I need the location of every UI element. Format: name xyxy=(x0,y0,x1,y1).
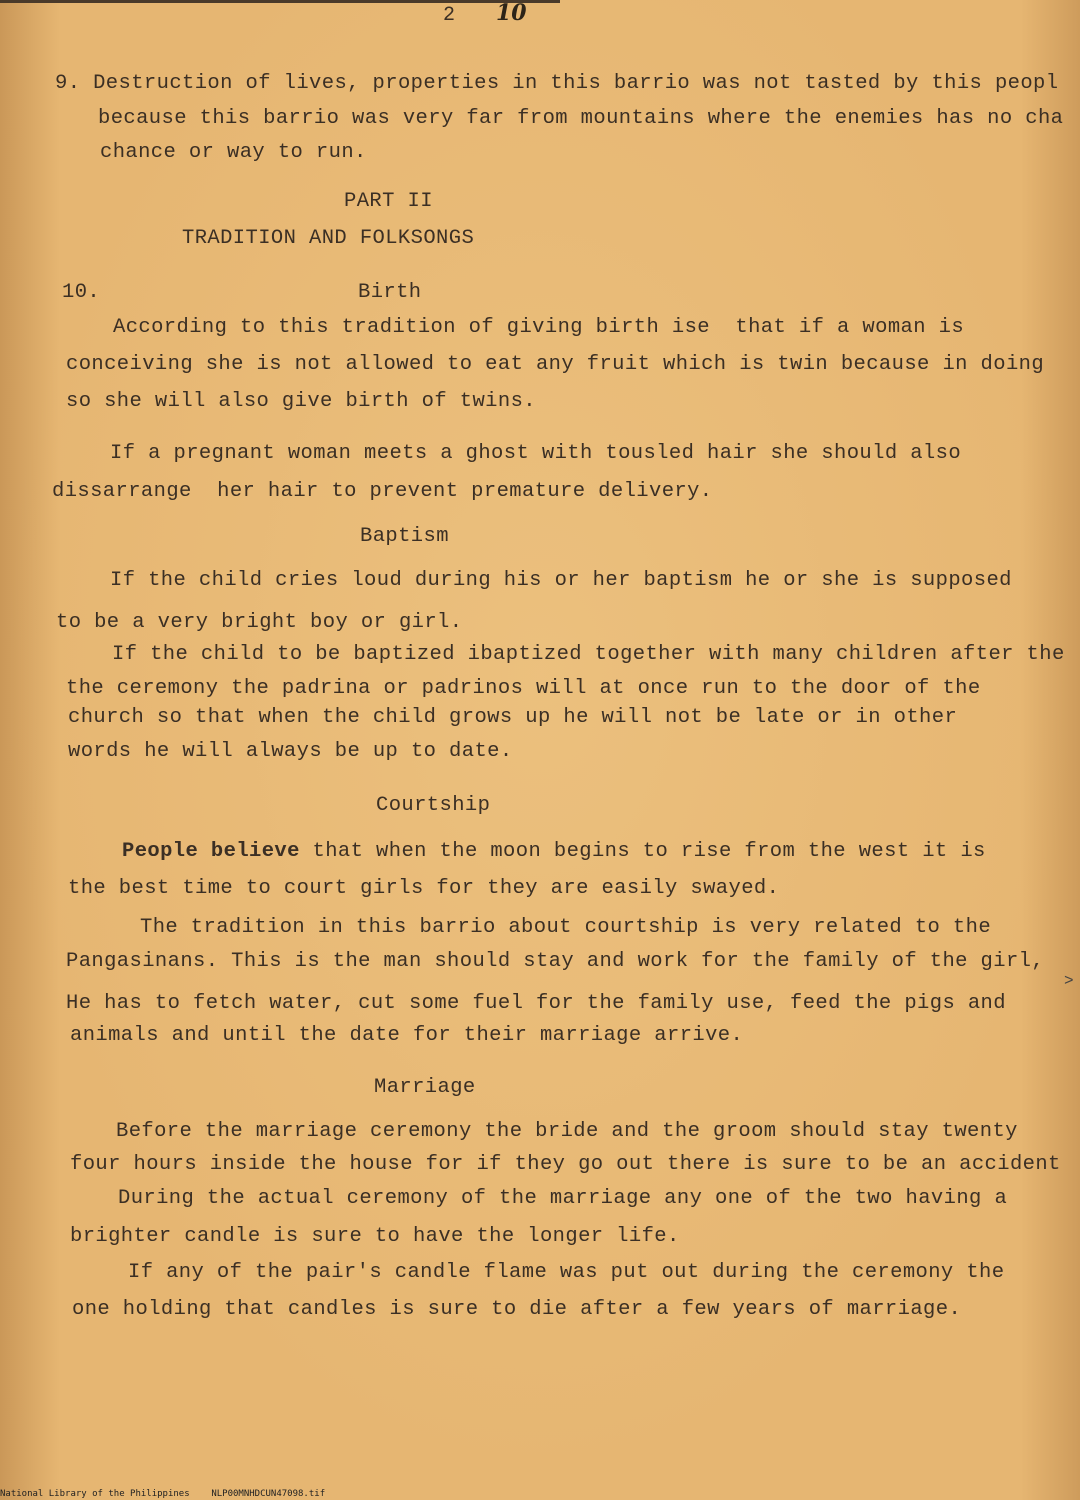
courtship-line-1 xyxy=(122,840,986,864)
baptism-line-2: to be a very bright boy or girl. xyxy=(56,611,463,634)
baptism-heading: Baptism xyxy=(360,525,449,548)
courtship-bold-lead: People believe xyxy=(122,840,300,863)
birth-line-5: dissarrange her hair to prevent premature delivery. xyxy=(52,480,713,503)
item9-line-2: because this barrio was very far from mountains where the enemies has no cha xyxy=(98,107,1064,130)
marriage-line-4: brighter candle is sure to have the longer life. xyxy=(70,1225,680,1248)
baptism-line-6: words he will always be up to date. xyxy=(68,740,513,763)
baptism-line-1: If the child cries loud during his or her baptism he or she is supposed xyxy=(110,569,1012,592)
marriage-line-6: one holding that candles is sure to die after a few years of marriage. xyxy=(72,1298,962,1321)
marriage-line-2: four hours inside the house for if they go out there is sure to be an accident xyxy=(70,1153,1061,1176)
part-subtitle: TRADITION AND FOLKSONGS xyxy=(182,227,475,250)
marriage-heading: Marriage xyxy=(374,1076,476,1099)
birth-line-4: If a pregnant woman meets a ghost with tousled hair she should also xyxy=(110,442,962,465)
baptism-line-5: church so that when the child grows up he will not be late or in other xyxy=(68,706,958,729)
birth-line-3: so she will also give birth of twins. xyxy=(66,390,536,413)
courtship-line-3: The tradition in this barrio about courtship is very related to the xyxy=(140,916,992,939)
birth-item-number: 10. xyxy=(62,281,101,304)
courtship-heading: Courtship xyxy=(376,794,491,817)
birth-heading: Birth xyxy=(358,281,422,304)
item9-line-1: 9. Destruction of lives, properties in this barrio was not tasted by this peopl xyxy=(55,72,1059,95)
courtship-line-6: animals and until the date for their marriage arrive. xyxy=(70,1024,744,1047)
item9-line-3: chance or way to run. xyxy=(100,141,367,164)
page-number: 2 xyxy=(443,4,456,27)
courtship-line-4: Pangasinans. This is the man should stay and work for the family of the girl, xyxy=(66,950,1045,973)
marriage-line-3: During the actual ceremony of the marriage any one of the two having a xyxy=(118,1187,1008,1210)
courtship-line-1-text: that when the moon begins to rise from the west it is xyxy=(299,840,986,863)
marriage-line-5: If any of the pair's candle flame was put out during the ceremony the xyxy=(128,1261,1005,1284)
handwritten-page-mark: 10 xyxy=(496,0,527,26)
part-title: PART II xyxy=(344,190,433,213)
birth-line-1: According to this tradition of giving birth ise that if a woman is xyxy=(113,316,965,339)
baptism-line-4: the ceremony the padrina or padrinos will at once run to the door of the xyxy=(66,677,981,700)
birth-line-2: conceiving she is not allowed to eat any fruit which is twin because in doing xyxy=(66,353,1045,376)
courtship-line-5: He has to fetch water, cut some fuel for the family use, feed the pigs and xyxy=(66,992,1006,1015)
top-edge-line xyxy=(0,0,560,3)
margin-mark: > xyxy=(1064,972,1074,990)
scan-footer: National Library of the Philippines NLP00MNHDCUN47098.tif xyxy=(0,1489,326,1499)
courtship-line-2: the best time to court girls for they are easily swayed. xyxy=(68,877,780,900)
baptism-line-3: If the child to be baptized ibaptized together with many children after the xyxy=(112,643,1065,666)
marriage-line-1: Before the marriage ceremony the bride and the groom should stay twenty xyxy=(116,1120,1018,1143)
